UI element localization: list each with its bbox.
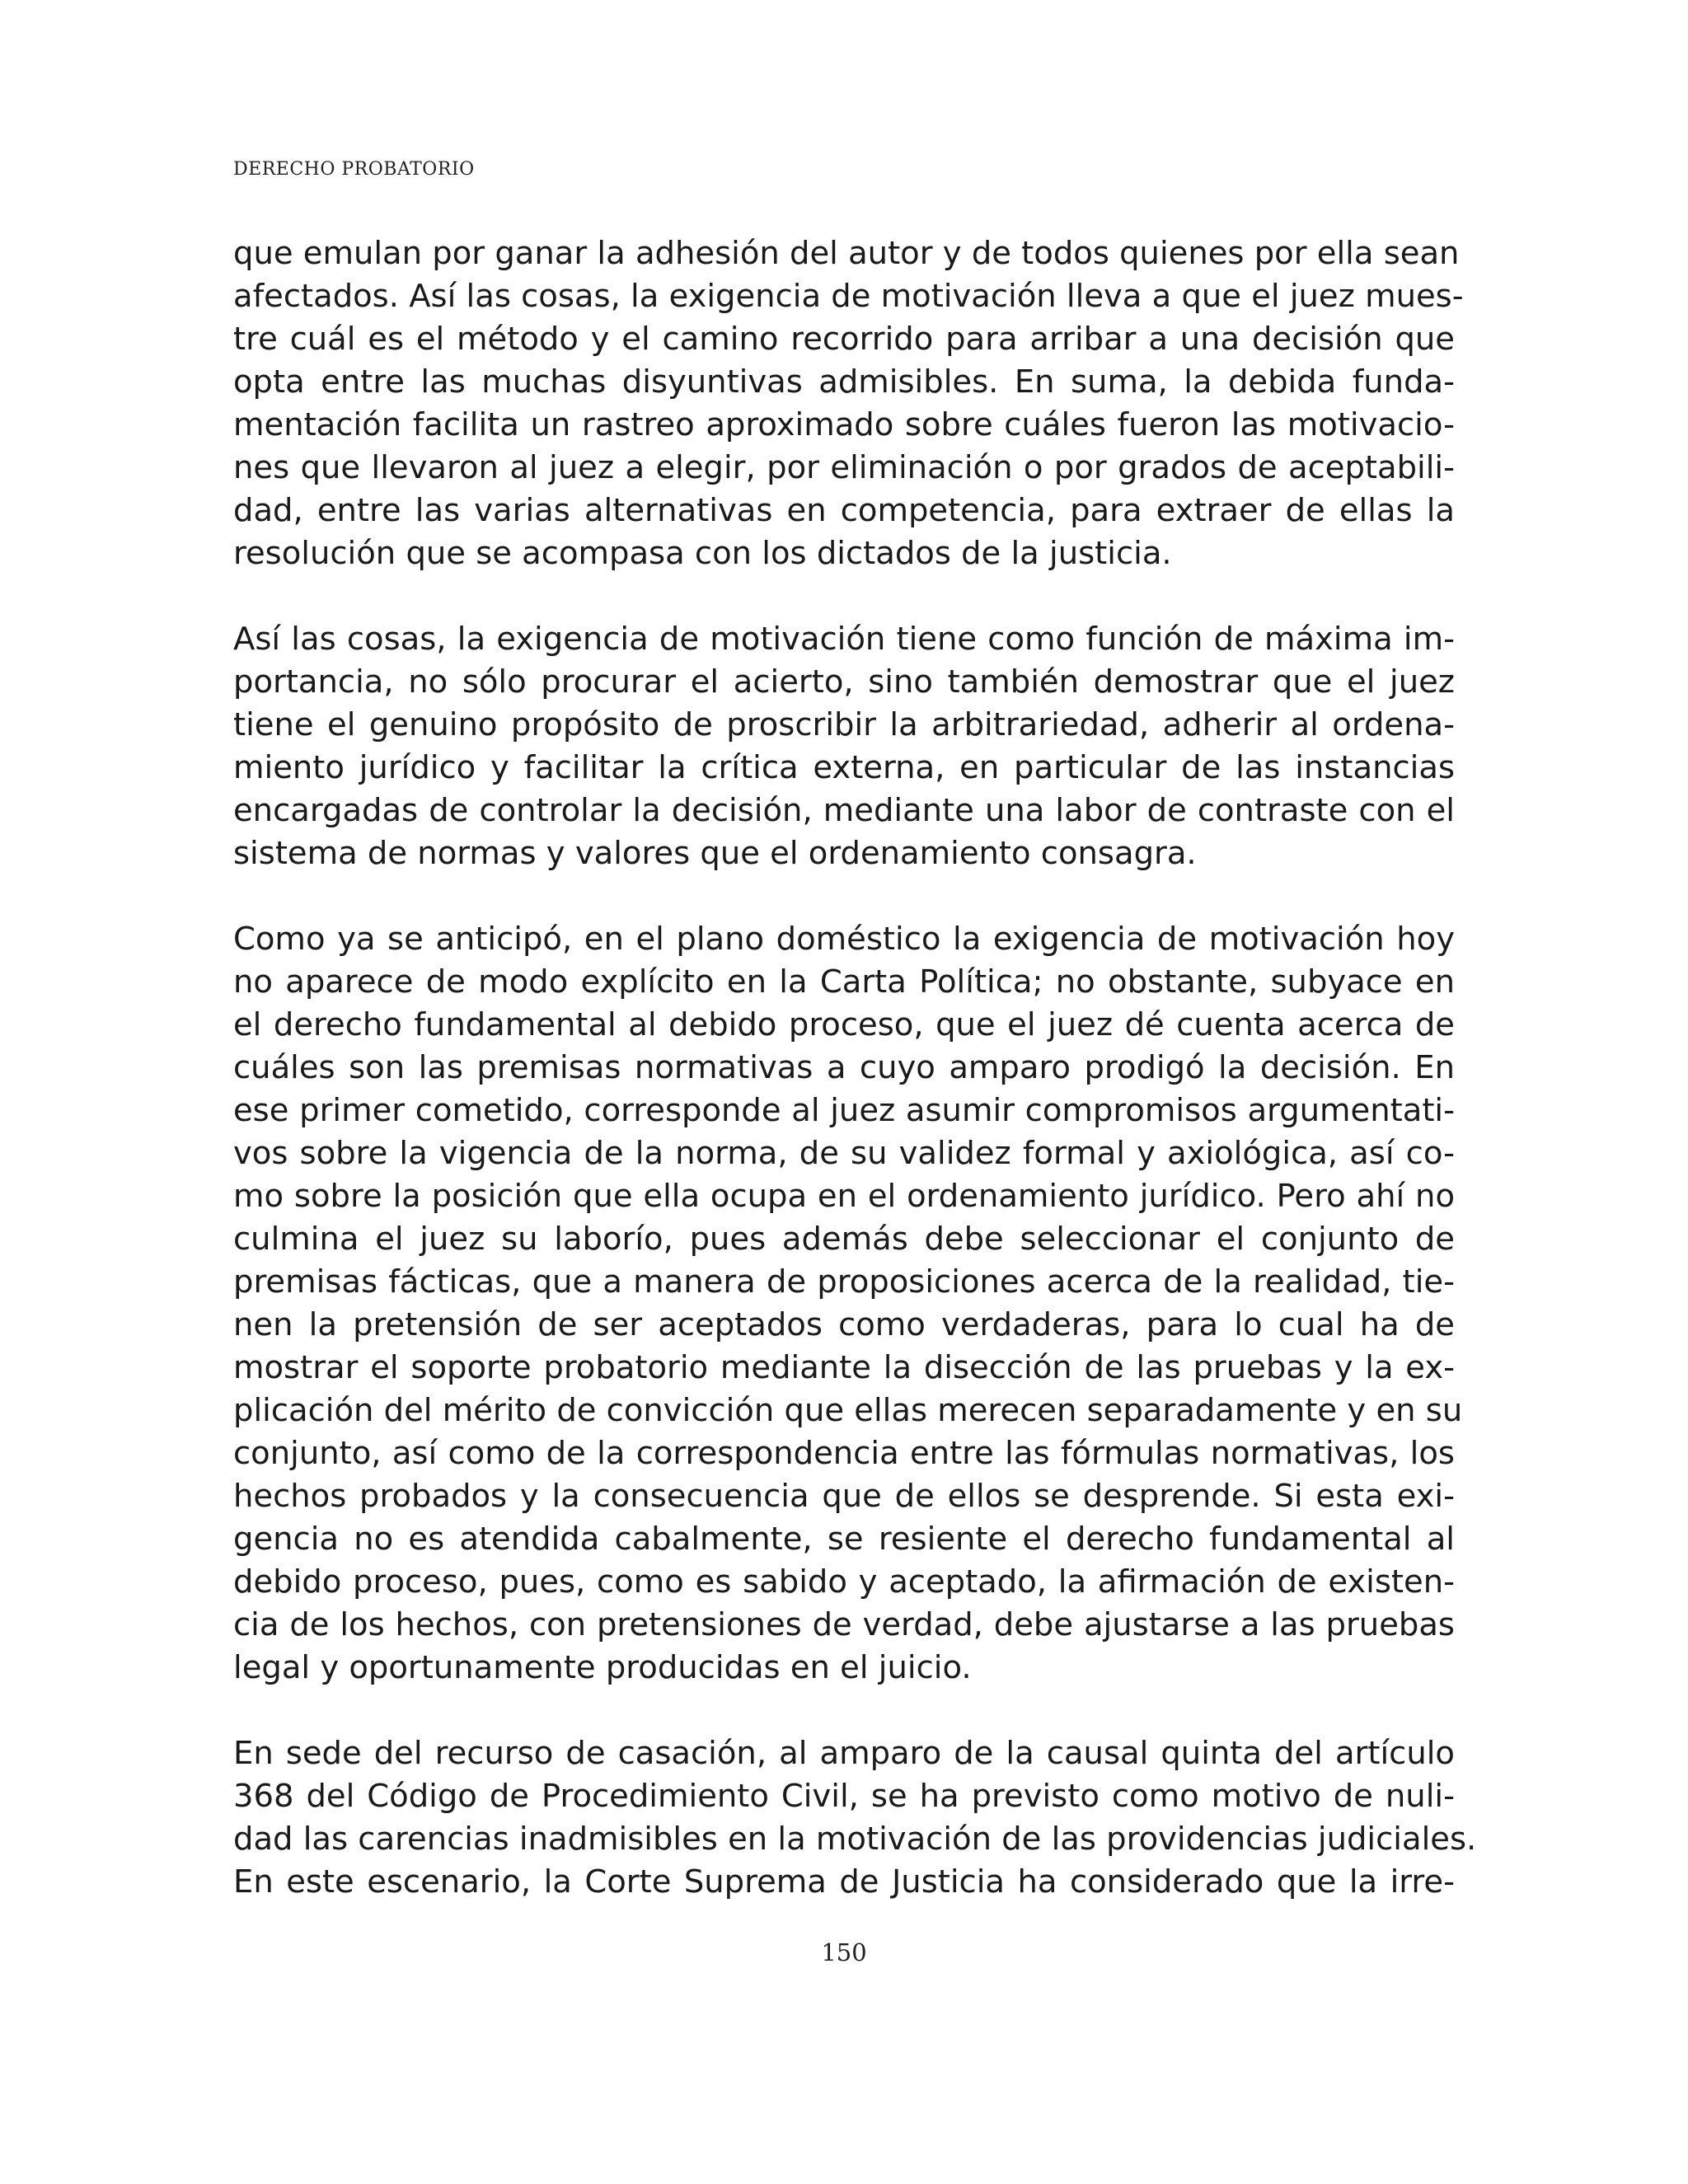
text-line: vos sobre la vigencia de la norma, de su validez formal y axiológica, así co- <box>233 1135 1455 1172</box>
text-line: que emulan por ganar la adhesión del autor y de todos quienes por ella sean <box>233 235 1460 272</box>
text-line: miento jurídico y facilitar la crítica externa, en particular de las instancias <box>233 749 1455 786</box>
paragraph <box>233 618 1455 875</box>
text-line: no aparece de modo explícito en la Carta Política; no obstante, subyace en <box>233 963 1455 1001</box>
text-line: afectados. Así las cosas, la exigencia de motivación lleva a que el juez mues- <box>233 278 1464 315</box>
text-line: En este escenario, la Corte Suprema de Justicia ha considerado que la irre- <box>233 1863 1455 1900</box>
text-line: mostrar el soporte probatorio mediante la disección de las pruebas y la ex- <box>233 1349 1455 1386</box>
text-line: tre cuál es el método y el camino recorrido para arribar a una decisión que <box>233 321 1455 358</box>
text-line: sistema de normas y valores que el ordenamiento consagra. <box>233 835 1197 872</box>
text-line: 368 del Código de Procedimiento Civil, se ha previsto como motivo de nuli- <box>233 1778 1455 1815</box>
text-line: Como ya se anticipó, en el plano doméstico la exigencia de motivación hoy <box>233 921 1455 958</box>
text-line: mo sobre la posición que ella ocupa en el ordenamiento jurídico. Pero ahí no <box>233 1178 1455 1215</box>
text-line: hechos probados y la consecuencia que de ellos se desprende. Si esta exi- <box>233 1478 1455 1515</box>
text-line: dad las carencias inadmisibles en la motivación de las providencias judiciales. <box>233 1821 1477 1858</box>
text-line: gencia no es atendida cabalmente, se resiente el derecho fundamental al <box>233 1521 1455 1558</box>
text-line: debido proceso, pues, como es sabido y aceptado, la afirmación de existen- <box>233 1563 1455 1601</box>
text-line: dad, entre las varias alternativas en competencia, para extraer de ellas la <box>233 492 1455 529</box>
text-line: portancia, no sólo procurar el acierto, sino también demostrar que el juez <box>233 663 1455 701</box>
text-line: premisas fácticas, que a manera de proposiciones acerca de la realidad, tie- <box>233 1263 1455 1301</box>
text-line: cuáles son las premisas normativas a cuyo amparo prodigó la decisión. En <box>233 1049 1455 1086</box>
text-line: opta entre las muchas disyuntivas admisibles. En suma, la debida funda- <box>233 363 1455 401</box>
text-line: culmina el juez su laborío, pues además debe seleccionar el conjunto de <box>233 1221 1455 1258</box>
running-header: DERECHO PROBATORIO <box>233 159 475 180</box>
paragraph <box>233 918 1463 1690</box>
text-line: conjunto, así como de la correspondencia entre las fórmulas normativas, los <box>233 1435 1455 1472</box>
text-line: resolución que se acompasa con los dictados de la justicia. <box>233 535 1172 572</box>
text-line: plicación del mérito de convicción que ellas merecen separadamente y en su <box>233 1392 1463 1429</box>
text-line: el derecho fundamental al debido proceso, que el juez dé cuenta acerca de <box>233 1006 1455 1043</box>
body-text <box>233 232 1477 1904</box>
text-line: Así las cosas, la exigencia de motivación tiene como función de máxima im- <box>233 621 1455 658</box>
text-line: legal y oportunamente producidas en el juicio. <box>233 1649 972 1686</box>
text-line: tiene el genuino propósito de proscribir la arbitrariedad, adherir al ordena- <box>233 706 1455 743</box>
text-line: nes que llevaron al juez a elegir, por eliminación o por grados de aceptabili- <box>233 449 1455 486</box>
text-line: ese primer cometido, corresponde al juez asumir compromisos argumentati- <box>233 1092 1455 1129</box>
text-line: mentación facilita un rastreo aproximado sobre cuáles fueron las motivacio- <box>233 406 1455 443</box>
text-line: nen la pretensión de ser aceptados como verdaderas, para lo cual ha de <box>233 1306 1455 1343</box>
text-line: encargadas de controlar la decisión, mediante una labor de contraste con el <box>233 792 1455 829</box>
text-line: cia de los hechos, con pretensiones de verdad, debe ajustarse a las pruebas <box>233 1606 1455 1643</box>
paragraph <box>233 1732 1477 1904</box>
paragraph <box>233 232 1464 575</box>
text-line: En sede del recurso de casación, al amparo de la causal quinta del artículo <box>233 1735 1455 1772</box>
page-number: 150 <box>821 1938 867 1966</box>
